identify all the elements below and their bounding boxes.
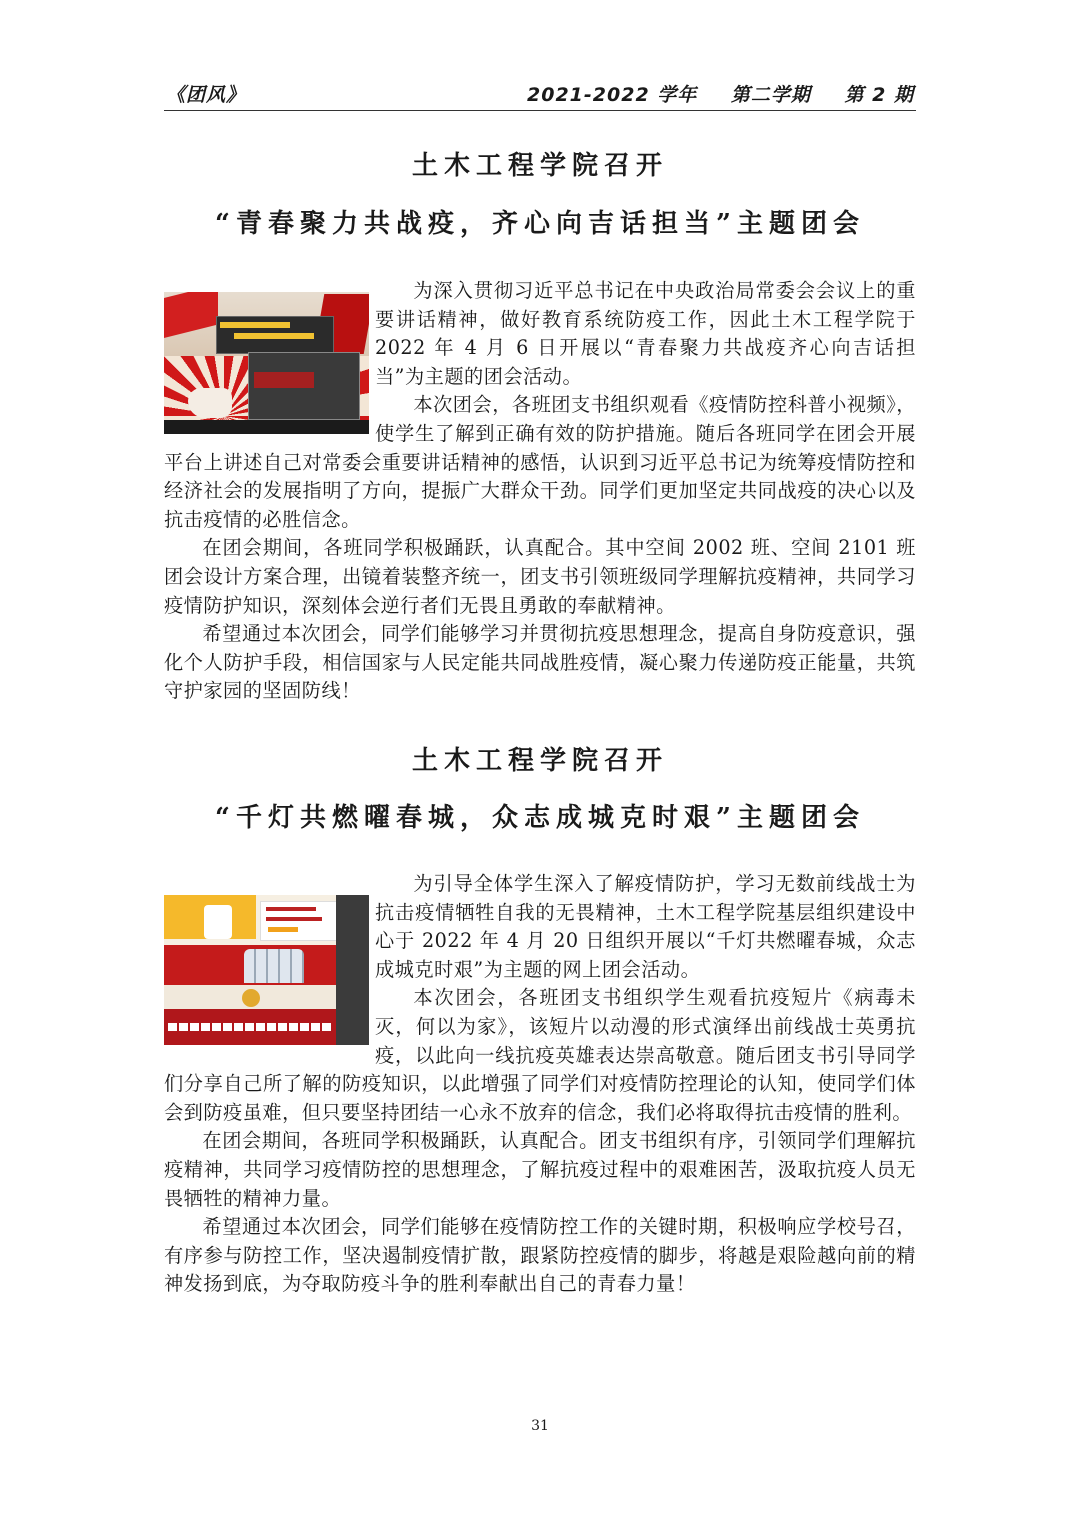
article-2-paragraph-1: 为引导全体学生深入了解疫情防护，学习无数前线战士为抗击疫情牺牲自我的无畏精神，土木工程学院基层组织建设中心于 2022 年 4 月 20 日组织开展以“千灯共燃曜春城，众志成城克时艰”为主题的网上团会活动。: [375, 872, 916, 981]
page-number: 31: [531, 1418, 549, 1434]
article-1-title-line1: 土木工程学院召开: [411, 151, 668, 181]
article-2-title-line2: “千灯共燃曜春城，众志成城克时艰”主题团会: [215, 803, 865, 833]
issue-info: [527, 80, 914, 107]
article-1-photo: [164, 291, 369, 434]
article-1-title-line2: “青春聚力共战疫，齐心向吉话担当”主题团会: [215, 209, 865, 239]
article-1-paragraph-2: 本次团会，各班团支书组织观看《疫情防控科普小视频》，使学生了解到正确有效的防护措施。随后各班同学在团会开展平台上讲述自己对常委会重要讲话精神的感悟，认识到习近平总书记为统筹疫情防控和经济社会的发展指明了方向，提振广大群众干劲。同学们更加坚定共同战疫的决心以及抗击疫情的必胜信念。: [164, 393, 916, 531]
article-1-paragraph-1: 为深入贯彻习近平总书记在中央政治局常委会会议上的重要讲话精神，做好教育系统防疫工作，因此土木工程学院于 2022 年 4 月 6 日开展以“青春聚力共战疫齐心向吉话担当”为主题的团会活动。: [375, 279, 916, 388]
article-2-paragraph-2: 本次团会，各班团支书组织学生观看抗疫短片《病毒未灭，何以为家》，该短片以动漫的形式演绎出前线战士英勇抗疫，以此向一线抗疫英雄表达崇高敬意。随后团支书引导同学们分享自己所了解的防疫知识，以此增强了同学们对疫情防控理论的认知，使同学们体会到防疫虽难，但只要坚持团结一心永不放弃的信念，我们必将取得抗击疫情的胜利。: [164, 986, 916, 1124]
article-2-paragraph-3: 在团会期间，各班同学积极踊跃，认真配合。团支书组织有序，引领同学们理解抗疫精神，共同学习疫情防控的思想理念，了解抗疫过程中的艰难困苦，汲取抗疫人员无畏牺牲的精神力量。: [164, 1129, 916, 1210]
article-2-title-line1: 土木工程学院召开: [411, 746, 668, 776]
semester: 第二学期: [730, 84, 811, 106]
issue-number: 第 2 期: [844, 84, 914, 106]
header-rule: [164, 110, 916, 111]
academic-year: 2021-2022 学年: [527, 84, 698, 106]
team-meeting-collage-image-2: [164, 895, 369, 1045]
article-2-paragraph-4: 希望通过本次团会，同学们能够在疫情防控工作的关键时期，积极响应学校号召，有序参与防控工作，坚决遏制疫情扩散，跟紧防控疫情的脚步，将越是艰险越向前的精神发扬到底，为夺取防疫斗争的胜利奉献出自己的青春力量！: [164, 1215, 916, 1296]
article-1-body: [164, 277, 916, 706]
article-1-paragraph-4: 希望通过本次团会，同学们能够学习并贯彻抗疫思想理念，提高自身防疫意识，强化个人防护手段，相信国家与人民定能共同战胜疫情，凝心聚力传递防疫正能量，共筑守护家园的坚固防线！: [164, 622, 916, 703]
journal-name: 《团风》: [166, 84, 247, 106]
article-1-paragraph-3: 在团会期间，各班同学积极踊跃，认真配合。其中空间 2002 班、空间 2101 班团会设计方案合理，出镜着装整齐统一，团支书引领班级同学理解抗疫精神，共同学习疫情防护知识，深刻体会逆行者们无畏且勇敢的奉献精神。: [164, 536, 916, 617]
article-2-body: [164, 870, 916, 1299]
team-meeting-collage-image-1: [164, 292, 369, 434]
article-2-photo: [164, 894, 369, 1045]
